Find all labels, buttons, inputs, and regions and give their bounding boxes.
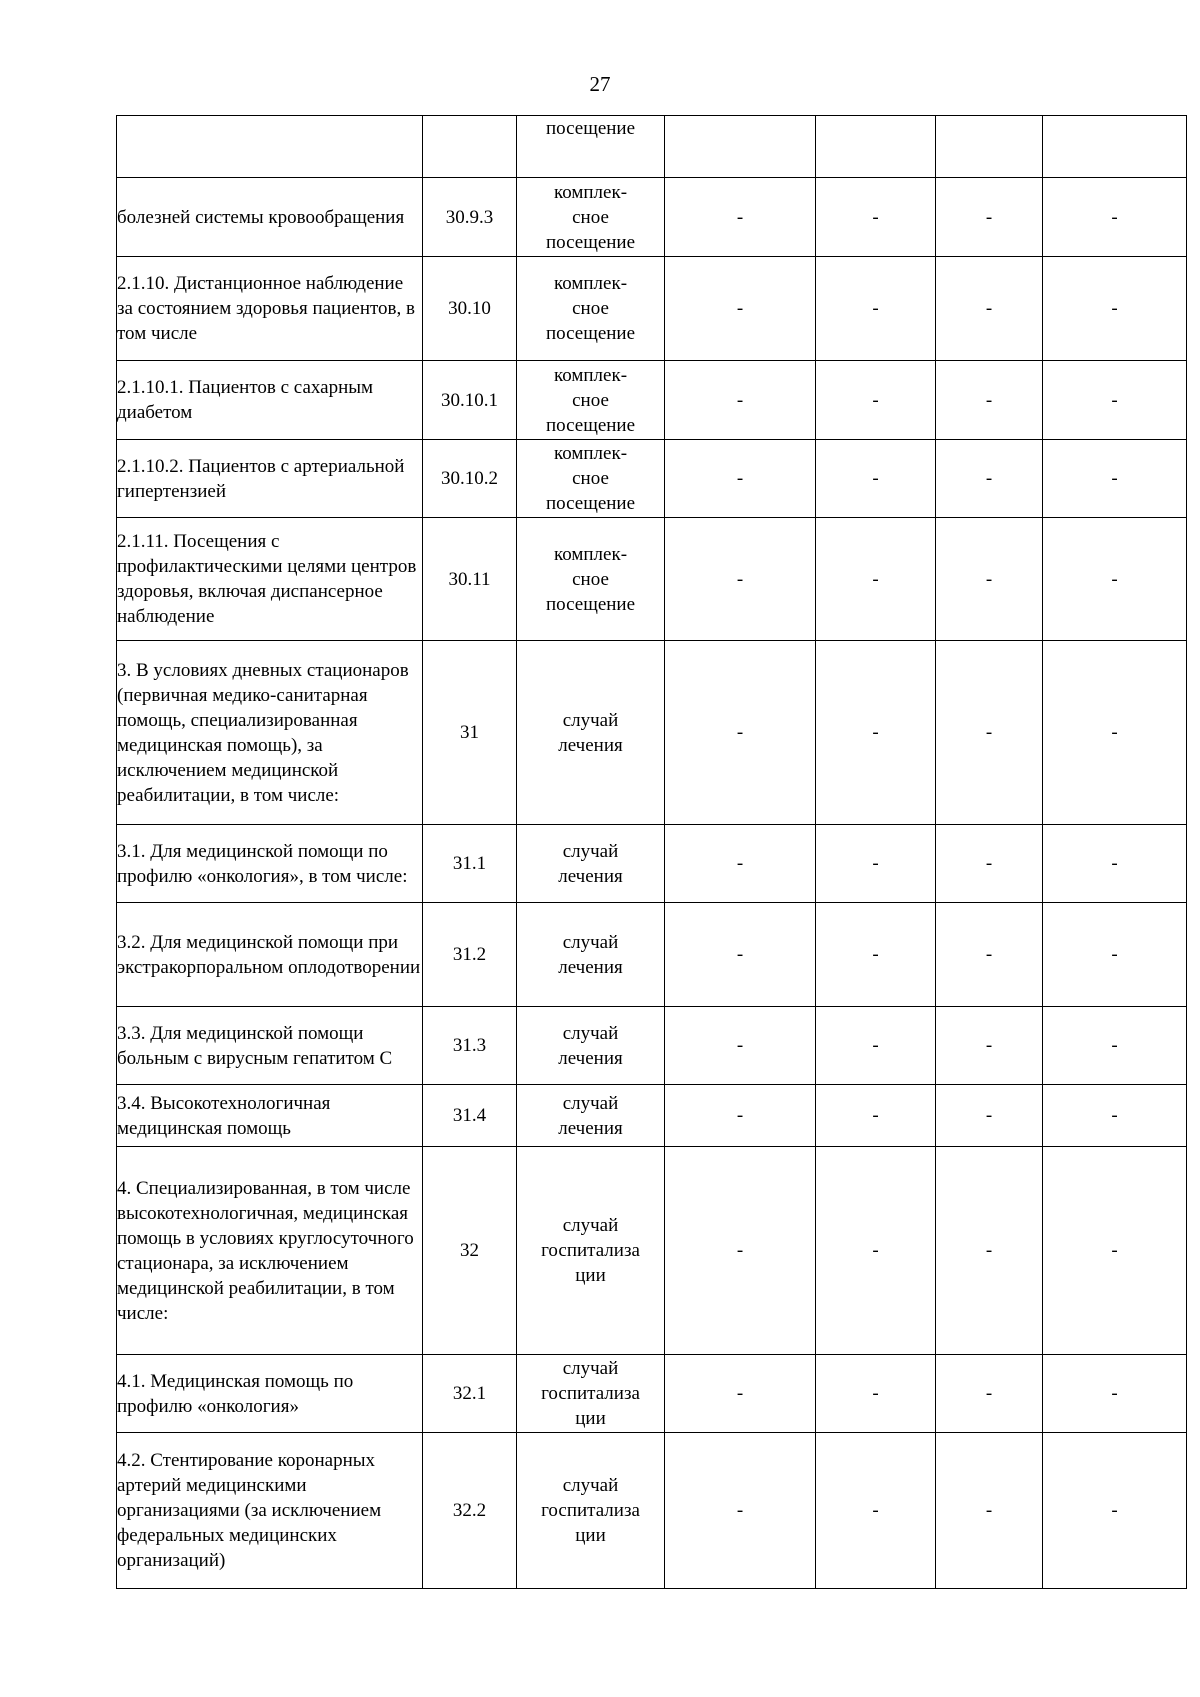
cell-name: [117, 116, 423, 178]
cell-value-4: -: [1043, 518, 1187, 641]
unit-line: случай: [562, 1475, 619, 1496]
unit-line: случай: [562, 931, 619, 953]
cell-name: 2.1.10.2. Пациентов с артериальной гипертензией: [117, 440, 423, 518]
cell-value-2: -: [816, 257, 936, 361]
cell-value-4: -: [1043, 903, 1187, 1007]
table-row: [117, 1355, 1187, 1433]
unit-line: случай: [562, 709, 619, 731]
unit-line: посещение: [545, 118, 636, 139]
cell-value-3: -: [936, 518, 1043, 641]
cell-value-2: -: [816, 361, 936, 440]
cell-value-4: -: [1043, 178, 1187, 257]
cell-value-2: -: [816, 1433, 936, 1589]
table-row: [117, 361, 1187, 440]
cell-value-2: -: [816, 1355, 936, 1433]
table-row: [117, 641, 1187, 825]
page-number: 27: [589, 72, 611, 96]
cell-unit: [517, 1007, 665, 1085]
cell-name: 4. Специализированная, в том числе высокотехнологичная, медицинская помощь в условиях круглосуточного стационара, за исключением медицинской реабилитации, в том числе:: [117, 1147, 423, 1355]
cell-name: 3.2. Для медицинской помощи при экстракорпоральном оплодотворении: [117, 903, 423, 1007]
cell-unit: [517, 825, 665, 903]
cell-value-3: -: [936, 361, 1043, 440]
cell-value-3: -: [936, 825, 1043, 903]
cell-value-3: -: [936, 1355, 1043, 1433]
cell-value-3: -: [936, 1085, 1043, 1147]
cell-unit: [517, 440, 665, 518]
cell-value-4: [1043, 116, 1187, 178]
cell-name: 3.1. Для медицинской помощи по профилю «онкология», в том числе:: [117, 825, 423, 903]
unit-line: сное: [572, 568, 609, 590]
cell-unit: [517, 1147, 665, 1355]
cell-value-2: -: [816, 903, 936, 1007]
unit-line: случай: [562, 1022, 619, 1044]
cell-code: 32.2: [423, 1433, 517, 1589]
cell-value-1: -: [665, 361, 816, 440]
cell-name: 2.1.10.1. Пациентов с сахарным диабетом: [117, 361, 423, 440]
cell-code: 30.11: [423, 518, 517, 641]
unit-line: сное: [572, 206, 609, 228]
cell-value-3: -: [936, 1147, 1043, 1355]
cell-code: 30.10.2: [423, 440, 517, 518]
cell-value-4: -: [1043, 1433, 1187, 1589]
cell-value-3: [936, 116, 1043, 178]
cell-value-2: -: [816, 1147, 936, 1355]
cell-value-2: -: [816, 178, 936, 257]
unit-line: сное: [572, 298, 609, 319]
cell-value-1: -: [665, 518, 816, 641]
cell-code: 32.1: [423, 1355, 517, 1433]
cell-value-1: -: [665, 440, 816, 518]
cell-value-4: -: [1043, 361, 1187, 440]
unit-line: ции: [575, 1265, 606, 1286]
data-table: [116, 115, 1187, 1589]
cell-name: 4.2. Стентирование коронарных артерий медицинскими организациями (за исключением федеральных медицинских организаций): [117, 1433, 423, 1589]
cell-unit: [517, 641, 665, 825]
cell-value-3: -: [936, 1007, 1043, 1085]
unit-line: ции: [575, 1525, 606, 1546]
cell-value-1: -: [665, 178, 816, 257]
unit-line: случай: [562, 1092, 619, 1114]
unit-line: комплек-: [553, 543, 628, 565]
cell-name: 3. В условиях дневных стационаров (первичная медико-санитарная помощь, специализированная медицинская помощь), за исключением медицинской реабилитации, в том числе:: [117, 641, 423, 825]
cell-value-4: -: [1043, 1085, 1187, 1147]
cell-unit: [517, 518, 665, 641]
table-row: [117, 116, 1187, 178]
unit-line: госпитализа: [541, 1240, 640, 1261]
cell-code: 31.1: [423, 825, 517, 903]
cell-code: 30.10.1: [423, 361, 517, 440]
unit-line: посещение: [545, 323, 636, 344]
cell-value-4: -: [1043, 257, 1187, 361]
table-row: [117, 440, 1187, 518]
cell-value-2: -: [816, 518, 936, 641]
cell-value-3: -: [936, 440, 1043, 518]
unit-line: сное: [572, 389, 609, 411]
unit-line: посещение: [545, 231, 636, 253]
cell-code: 31.4: [423, 1085, 517, 1147]
cell-value-1: -: [665, 1147, 816, 1355]
unit-line: комплек-: [553, 443, 628, 464]
cell-value-1: -: [665, 825, 816, 903]
unit-line: случай: [562, 1358, 619, 1379]
unit-line: лечения: [558, 1047, 623, 1069]
cell-value-1: [665, 116, 816, 178]
cell-name: 4.1. Медицинская помощь по профилю «онкология»: [117, 1355, 423, 1433]
cell-unit: [517, 178, 665, 257]
unit-line: посещение: [545, 493, 636, 514]
cell-value-3: -: [936, 641, 1043, 825]
cell-value-2: -: [816, 1085, 936, 1147]
unit-line: ции: [575, 1408, 606, 1429]
cell-value-1: -: [665, 1355, 816, 1433]
unit-line: комплек-: [553, 273, 628, 294]
unit-line: госпитализа: [541, 1383, 640, 1404]
table-row: [117, 903, 1187, 1007]
unit-line: госпитализа: [541, 1500, 640, 1521]
unit-line: случай: [562, 840, 619, 862]
unit-line: лечения: [558, 734, 623, 756]
unit-line: посещение: [545, 414, 636, 436]
table-row: [117, 825, 1187, 903]
cell-value-4: -: [1043, 641, 1187, 825]
cell-value-1: -: [665, 1085, 816, 1147]
cell-value-1: -: [665, 257, 816, 361]
cell-value-3: -: [936, 257, 1043, 361]
cell-unit: [517, 1433, 665, 1589]
cell-value-4: -: [1043, 1007, 1187, 1085]
cell-code: 30.9.3: [423, 178, 517, 257]
cell-code: [423, 116, 517, 178]
cell-value-3: -: [936, 1433, 1043, 1589]
cell-name: 3.3. Для медицинской помощи больным с вирусным гепатитом С: [117, 1007, 423, 1085]
table-row: [117, 518, 1187, 641]
cell-unit: [517, 257, 665, 361]
table-row: [117, 257, 1187, 361]
cell-name: болезней системы кровообращения: [117, 178, 423, 257]
cell-value-2: [816, 116, 936, 178]
cell-value-1: -: [665, 903, 816, 1007]
cell-value-4: -: [1043, 1355, 1187, 1433]
cell-unit: [517, 116, 665, 178]
unit-line: комплек-: [553, 364, 628, 386]
unit-line: лечения: [558, 865, 623, 887]
unit-line: случай: [562, 1215, 619, 1236]
cell-unit: [517, 1355, 665, 1433]
cell-code: 32: [423, 1147, 517, 1355]
table-row: [117, 1433, 1187, 1589]
cell-value-2: -: [816, 641, 936, 825]
table-row: [117, 178, 1187, 257]
table-row: [117, 1007, 1187, 1085]
table-row: [117, 1085, 1187, 1147]
cell-value-2: -: [816, 1007, 936, 1085]
unit-line: лечения: [558, 956, 623, 978]
cell-value-4: -: [1043, 825, 1187, 903]
unit-line: лечения: [558, 1117, 623, 1139]
cell-unit: [517, 903, 665, 1007]
cell-code: 31.2: [423, 903, 517, 1007]
unit-line: комплек-: [553, 181, 628, 203]
cell-name: 3.4. Высокотехнологичная медицинская помощь: [117, 1085, 423, 1147]
cell-value-2: -: [816, 440, 936, 518]
cell-value-2: -: [816, 825, 936, 903]
cell-value-3: -: [936, 178, 1043, 257]
cell-value-1: -: [665, 1007, 816, 1085]
cell-unit: [517, 361, 665, 440]
cell-value-1: -: [665, 1433, 816, 1589]
cell-value-4: -: [1043, 440, 1187, 518]
unit-line: посещение: [545, 593, 636, 615]
cell-name: 2.1.10. Дистанционное наблюдение за состоянием здоровья пациентов, в том числе: [117, 257, 423, 361]
cell-code: 31: [423, 641, 517, 825]
cell-value-3: -: [936, 903, 1043, 1007]
cell-value-4: -: [1043, 1147, 1187, 1355]
cell-code: 31.3: [423, 1007, 517, 1085]
cell-unit: [517, 1085, 665, 1147]
unit-line: сное: [572, 468, 609, 489]
cell-code: 30.10: [423, 257, 517, 361]
cell-name: 2.1.11. Посещения с профилактическими целями центров здоровья, включая диспансерное наблюдение: [117, 518, 423, 641]
cell-value-1: -: [665, 641, 816, 825]
table-row: [117, 1147, 1187, 1355]
